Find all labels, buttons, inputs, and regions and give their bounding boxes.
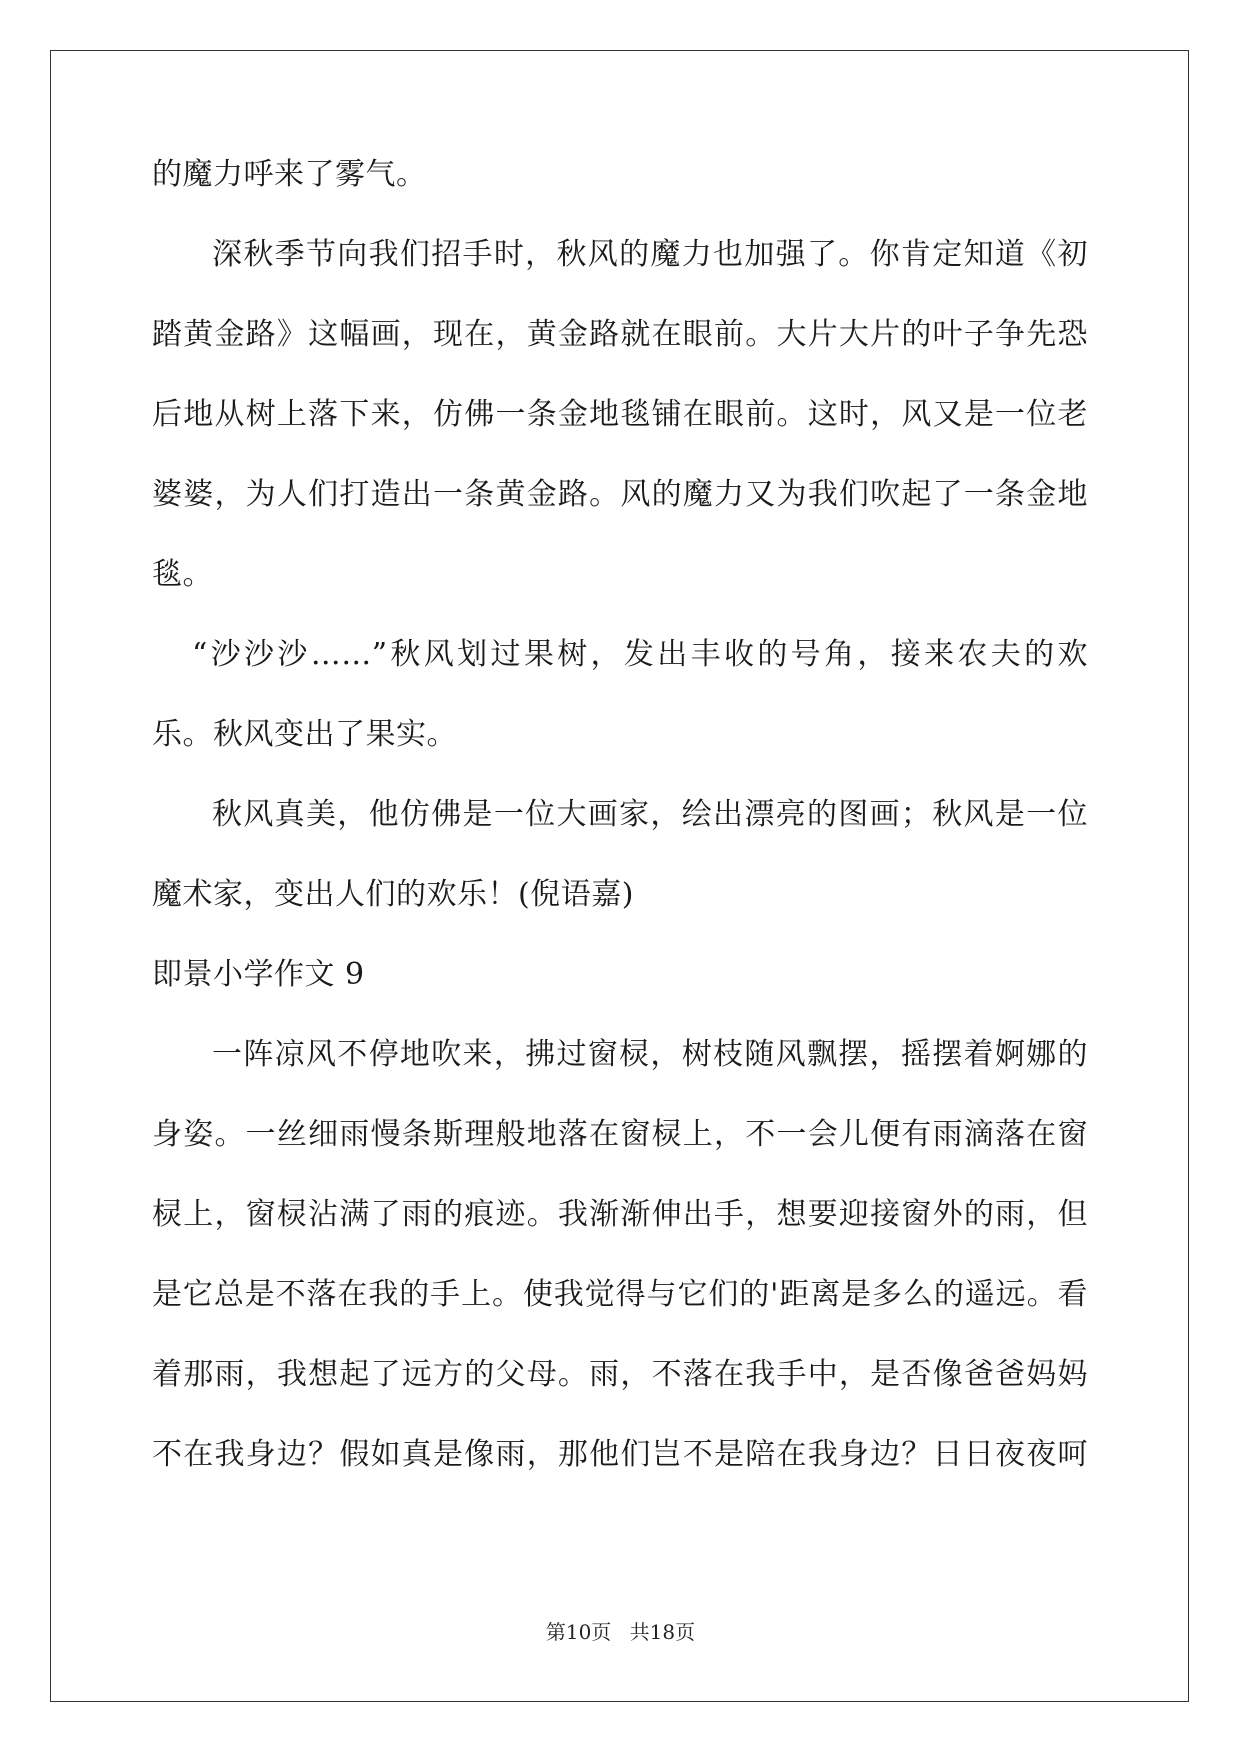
text-line: 着那雨，我想起了远方的父母。雨，不落在我手中，是否像爸爸妈妈 <box>152 1357 1088 1392</box>
text-line: 婆婆，为人们打造出一条黄金路。风的魔力又为我们吹起了一条金地 <box>152 477 1088 512</box>
page-footer <box>0 1616 1241 1645</box>
document-body <box>152 157 1088 1520</box>
text-line: 身姿。一丝细雨慢条斯理般地落在窗棂上，不一会儿便有雨滴落在窗 <box>152 1117 1088 1152</box>
section-heading: 即景小学作文 9 <box>152 957 365 992</box>
text-line: 后地从树上落下来，仿佛一条金地毯铺在眼前。这时，风又是一位老 <box>152 397 1088 432</box>
text-line: 棂上，窗棂沾满了雨的痕迹。我渐渐伸出手，想要迎接窗外的雨，但 <box>152 1197 1088 1232</box>
text-line: 深秋季节向我们招手时，秋风的魔力也加强了。你肯定知道《初 <box>212 237 1088 272</box>
text-line: 秋风真美，他仿佛是一位大画家，绘出漂亮的图画；秋风是一位 <box>212 797 1088 832</box>
text-line: 魔术家，变出人们的欢乐！(倪语嘉) <box>152 877 634 912</box>
text-line: 是它总是不落在我的手上。使我觉得与它们的'距离是多么的遥远。看 <box>152 1277 1088 1312</box>
text-line: 不在我身边？假如真是像雨，那他们岂不是陪在我身边？日日夜夜呵 <box>152 1437 1088 1472</box>
text-line: 毯。 <box>152 557 213 592</box>
text-line: 的魔力呼来了雾气。 <box>152 157 427 192</box>
text-line: 踏黄金路》这幅画，现在，黄金路就在眼前。大片大片的叶子争先恐 <box>152 317 1088 352</box>
text-line: 一阵凉风不停地吹来，拂过窗棂，树枝随风飘摆，摇摆着婀娜的 <box>212 1037 1088 1072</box>
page-total: 共18页 <box>629 1620 696 1644</box>
text-line: 乐。秋风变出了果实。 <box>152 717 457 752</box>
text-line: “沙沙沙……”秋风划过果树，发出丰收的号角，接来农夫的欢 <box>192 637 1088 672</box>
page-number: 第10页 <box>545 1620 612 1644</box>
